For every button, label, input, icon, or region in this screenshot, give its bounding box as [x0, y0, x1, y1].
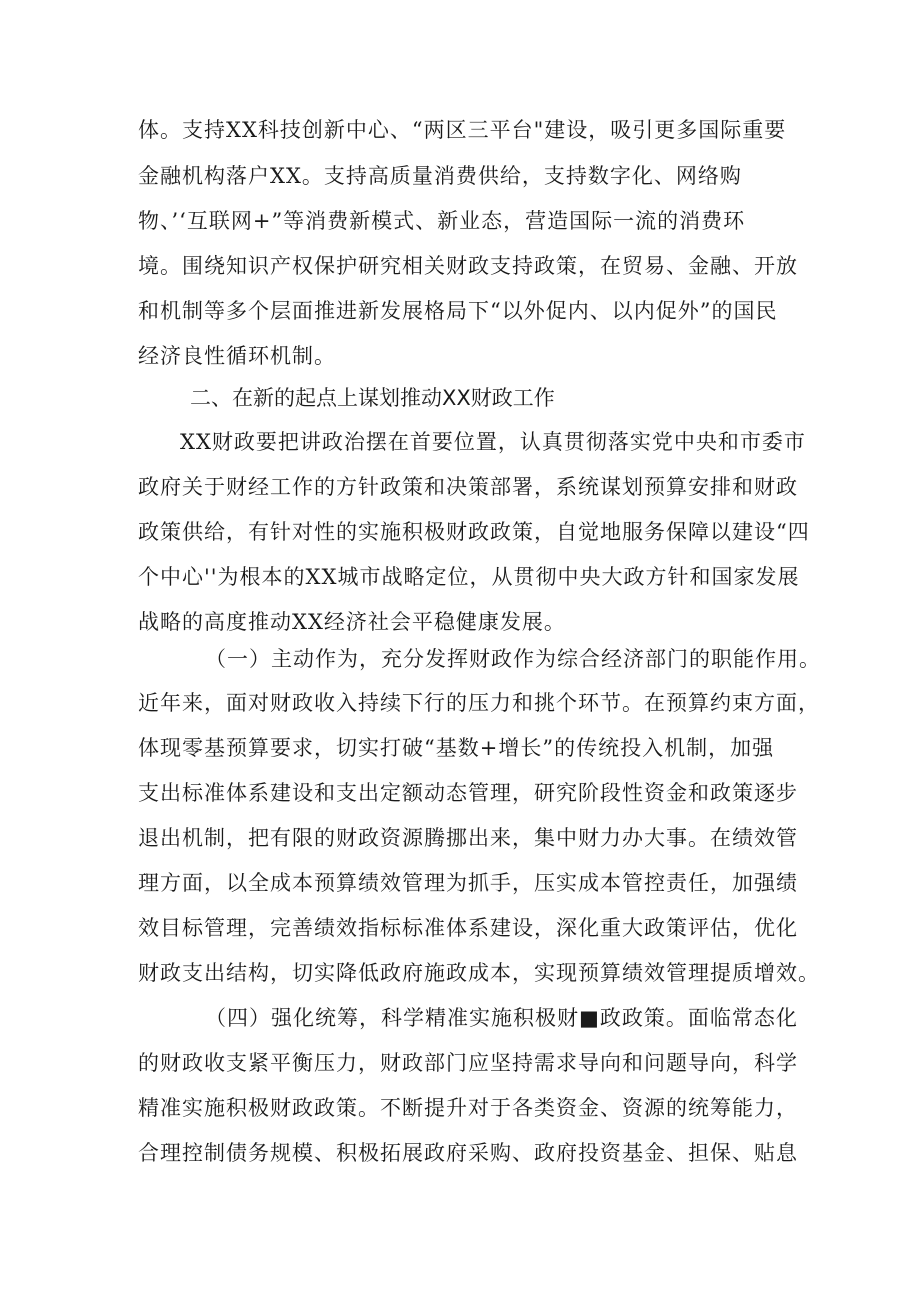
text-line: 体。支持XX科技创新中心、“两区三平台"建设，吸引更多国际重要 [138, 118, 787, 142]
text-line: 理方面，以全成本预算绩效管理为抓手，压实成本管控责任，加强绩 [138, 871, 798, 895]
text-line: 效目标管理，完善绩效指标标准体系建设，深化重大政策评估，优化 [138, 916, 798, 940]
text-line: 体现零基预算要求，切实打破“基数+增长”的传统投入机制，加强 [138, 736, 775, 760]
text-line: 境。围绕知识产权保护研究相关财政支持政策，在贸易、金融、开放 [138, 254, 798, 278]
text-line: 战略的高度推动XX经济社会平稳健康发展。 [138, 610, 566, 634]
text-line: 经济良性循环机制。 [138, 344, 336, 368]
text-line: 精准实施积极财政政策。不断提升对于各类资金、资源的统筹能力， [138, 1096, 798, 1120]
text-line: （一）主动作为，充分发挥财政作为综合经济部门的职能作用。 [205, 647, 821, 671]
text-line: XX财政要把讲政治摆在首要位置，认真贯彻落实党中央和市委市 [180, 430, 806, 454]
text-line: 合理控制债务规模、积极拓展政府采购、政府投资基金、担保、贴息 [138, 1141, 798, 1165]
text-line: 金融机构落户XX。支持高质量消费供给，支持数字化、网络购 [138, 164, 742, 188]
text-line: 物、’‘互联网+”等消费新模式、新业态，营造国际一流的消费环 [138, 209, 746, 233]
section-heading: 二、在新的起点上谋划推动XX财政工作 [190, 386, 555, 410]
text-line: 财政支出结构，切实降低政府施政成本，实现预算绩效管理提质增效。 [138, 961, 820, 985]
text-line: 政府关于财经工作的方针政策和决策部署，系统谋划预算安排和财政 [138, 475, 798, 499]
text-line: 政策供给，有针对性的实施积极财政政策，自觉地服务保障以建设“四 [138, 520, 810, 544]
text-line: 个中心''为根本的XX城市战略定位，从贯彻中央大政方针和国家发展 [138, 565, 800, 589]
text-line: 的财政收支紧平衡压力，财政部门应坚持需求导向和问题导向，科学 [138, 1051, 798, 1075]
text-line: 近年来，面对财政收入持续下行的压力和挑个环节。在预算约束方面， [138, 691, 820, 715]
text-line: 退出机制，把有限的财政资源腾挪出来，集中财力办大事。在绩效管 [138, 826, 798, 850]
text-line: 支出标准体系建设和支出定额动态管理，研究阶段性资金和政策逐步 [138, 781, 798, 805]
text-line: （四）强化统筹，科学精准实施积极财■政政策。面临常态化 [205, 1006, 798, 1030]
text-line: 和机制等多个层面推进新发展格局下“以外促内、以内促外”的国民 [138, 299, 778, 323]
